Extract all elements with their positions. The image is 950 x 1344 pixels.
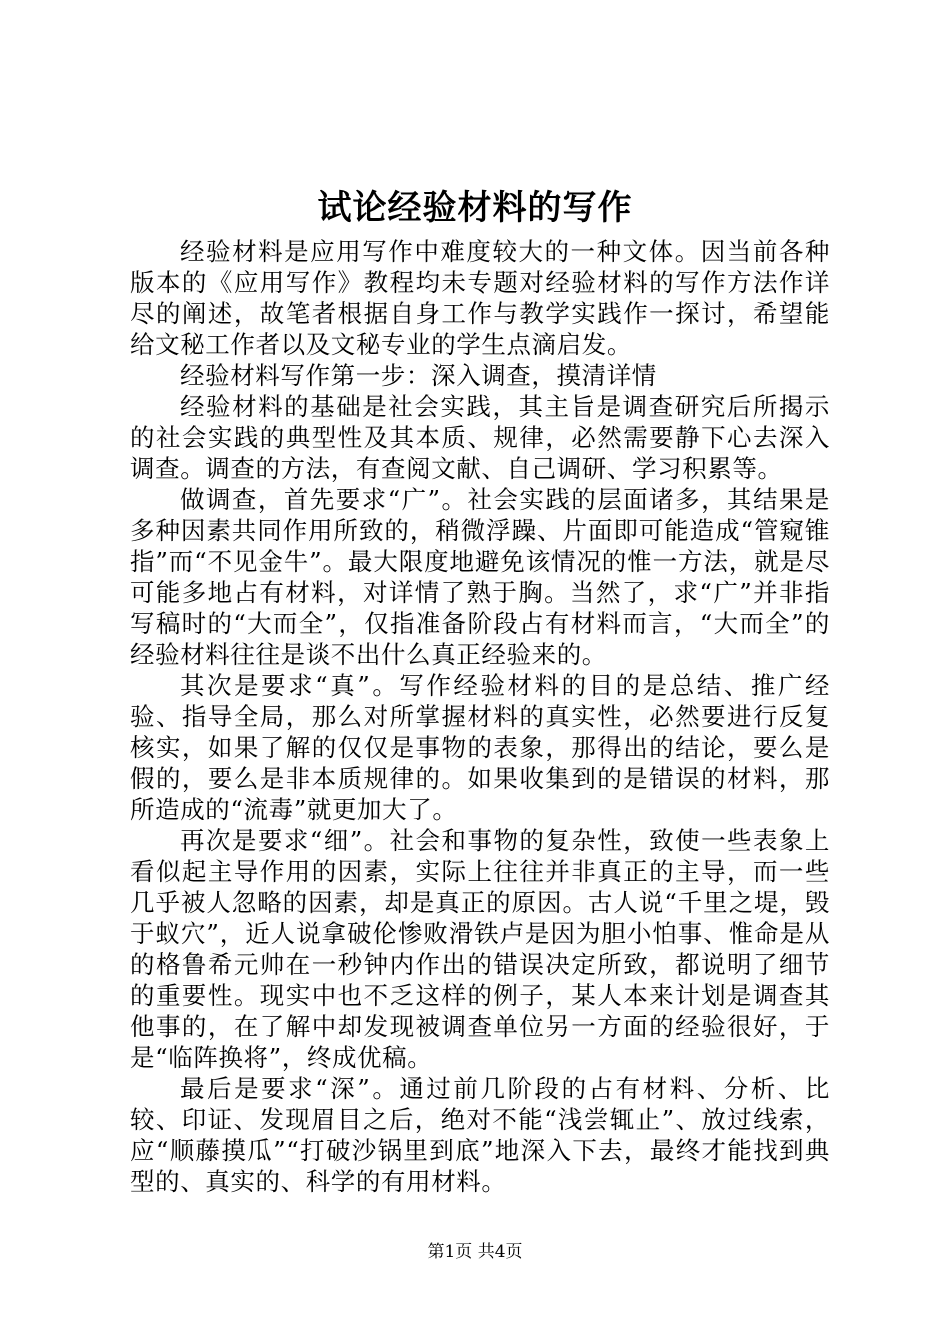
page-number-footer: 第1页 共4页: [427, 1242, 523, 1262]
paragraph-breadth: 做调查，首先要求“广”。社会实践的层面诸多，其结果是多种因素共同作用所致的，稍微浮躁、片面即可能造成“管窥锥指”而“不见金牛”。最大限度地避免该情况的惟一方法，就是尽可能多地占有材料，对详情了熟于胸。当然了，求“广”并非指写稿时的“大而全”，仅指准备阶段占有材料而言，“大而全”的经验材料往往是谈不出什么真正经验来的。: [130, 485, 830, 669]
paragraph-detail: 再次是要求“细”。社会和事物的复杂性，致使一些表象上看似起主导作用的因素，实际上往往并非真正的主导，而一些几乎被人忽略的因素，却是真正的原因。古人说“千里之堤，毁于蚁穴”，近人说拿破伦惨败滑铁卢是因为胆小怕事、惟命是从的格鲁希元帅在一秒钟内作出的错误决定所致，都说明了细节的重要性。现实中也不乏这样的例子，某人本来计划是调查其他事的，在了解中却发现被调查单位另一方面的经验很好，于是“临阵换将”，终成优稿。: [130, 826, 830, 1072]
paragraph-depth: 最后是要求“深”。通过前几阶段的占有材料、分析、比较、印证、发现眉目之后，绝对不能“浅尝辄止”、放过线索，应“顺藤摸瓜”“打破沙锅里到底”地深入下去，最终才能找到典型的、真实的、科学的有用材料。: [130, 1074, 830, 1196]
document-title: 试论经验材料的写作: [317, 188, 633, 228]
document-body: [130, 236, 830, 1197]
paragraph-foundation: 经验材料的基础是社会实践，其主旨是调查研究后所揭示的社会实践的典型性及其本质、规律，必然需要静下心去深入调查。调查的方法，有查阅文献、自己调研、学习积累等。: [130, 392, 830, 483]
paragraph-intro: 经验材料是应用写作中难度较大的一种文体。因当前各种版本的《应用写作》教程均未专题对经验材料的写作方法作详尽的阐述，故笔者根据自身工作与教学实践作一探讨，希望能给文秘工作者以及文秘专业的学生点滴启发。: [130, 237, 830, 359]
paragraph-truth: 其次是要求“真”。写作经验材料的目的是总结、推广经验、指导全局，那么对所掌握材料的真实性，必然要进行反复核实，如果了解的仅仅是事物的表象，那得出的结论，要么是假的，要么是非本质规律的。如果收集到的是错误的材料，那所造成的“流毒”就更加大了。: [130, 671, 830, 824]
section-heading-step-one: 经验材料写作第一步：深入调查，摸清详情: [180, 361, 657, 390]
